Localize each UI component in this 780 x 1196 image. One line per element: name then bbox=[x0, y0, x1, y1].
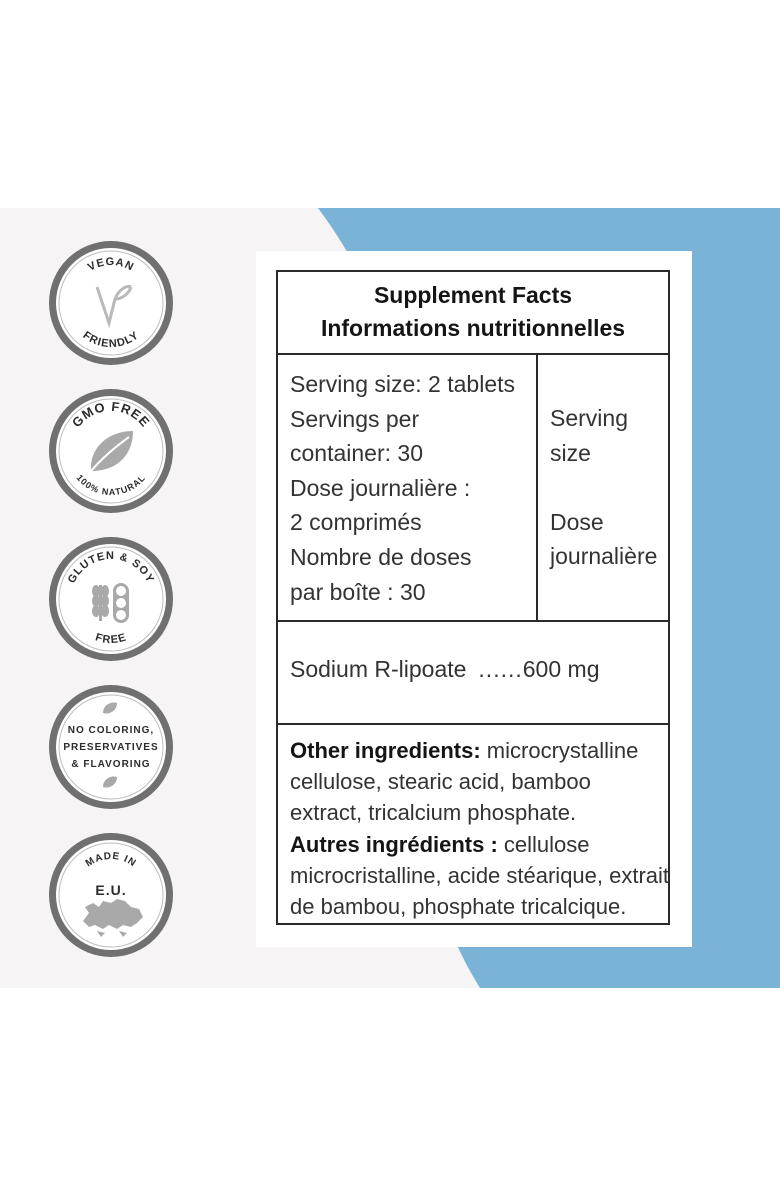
serving-row bbox=[278, 355, 668, 622]
other-text-en: microcrystalline bbox=[480, 738, 639, 763]
gmo-bottom-text: 100% NATURAL bbox=[74, 472, 148, 498]
other-text-fr: microcristalline, acide stéarique, extrait bbox=[290, 862, 670, 888]
gluten-soy-free-badge bbox=[45, 533, 177, 665]
other-text-en: extract, tricalcium phosphate. bbox=[290, 800, 577, 826]
supplement-facts-card bbox=[256, 251, 692, 947]
gluten-bottom-text: FREE bbox=[93, 631, 129, 647]
serving-header-fr: journalière bbox=[550, 543, 658, 570]
facts-title-fr: Informations nutritionnelles bbox=[320, 315, 626, 341]
eu-text: E.U. bbox=[95, 882, 127, 898]
serving-line: Nombre de doses bbox=[290, 543, 472, 570]
made-in-eu-badge bbox=[45, 829, 177, 961]
serving-line: container: 30 bbox=[290, 440, 423, 467]
no-coloring-line-3: & FLAVORING bbox=[71, 759, 151, 770]
other-text-fr: cellulose bbox=[497, 831, 590, 857]
other-text-fr: de bambou, phosphate tricalcique. bbox=[290, 894, 627, 920]
product-banner bbox=[0, 208, 780, 988]
facts-title-en: Supplement Facts bbox=[373, 282, 573, 308]
gluten-top-text: GLUTEN & SOY bbox=[65, 549, 157, 586]
serving-line: par boîte : 30 bbox=[290, 578, 426, 605]
other-label-en: Other ingredients: bbox=[290, 738, 481, 763]
serving-header-fr: Dose bbox=[550, 508, 604, 535]
made-in-text: MADE IN bbox=[83, 850, 139, 870]
no-coloring-line-2: PRESERVATIVES bbox=[63, 742, 159, 753]
serving-line: Servings per bbox=[290, 405, 420, 432]
other-label-fr: Autres ingrédients : bbox=[290, 831, 498, 857]
serving-header-en: size bbox=[550, 439, 591, 466]
vegan-bottom-text: FRIENDLY bbox=[80, 329, 142, 351]
supplement-facts-table bbox=[276, 270, 670, 925]
facts-header bbox=[278, 272, 668, 355]
serving-column-header bbox=[538, 355, 668, 620]
vegan-top-text: VEGAN bbox=[85, 255, 137, 274]
other-ingredients bbox=[278, 725, 668, 922]
ingredient-dots: ...... bbox=[478, 656, 523, 682]
other-text-en: cellulose, stearic acid, bamboo bbox=[290, 769, 591, 795]
vegan-friendly-badge bbox=[45, 237, 177, 369]
serving-line: Serving size: 2 tablets bbox=[290, 371, 516, 397]
gmo-top-text: GMO FREE bbox=[68, 398, 154, 431]
serving-line: Dose journalière : bbox=[290, 474, 471, 501]
serving-line: 2 comprimés bbox=[290, 509, 422, 536]
ingredient-name: Sodium R-lipoate bbox=[290, 656, 467, 682]
serving-header-en: Serving bbox=[550, 405, 628, 431]
no-coloring-line-1: NO COLORING, bbox=[67, 725, 155, 736]
ingredient-row bbox=[278, 622, 668, 725]
no-coloring-badge bbox=[45, 681, 177, 813]
serving-info bbox=[278, 355, 538, 620]
gmo-free-badge bbox=[45, 385, 177, 517]
ingredient-amount: 600 mg bbox=[522, 656, 600, 682]
